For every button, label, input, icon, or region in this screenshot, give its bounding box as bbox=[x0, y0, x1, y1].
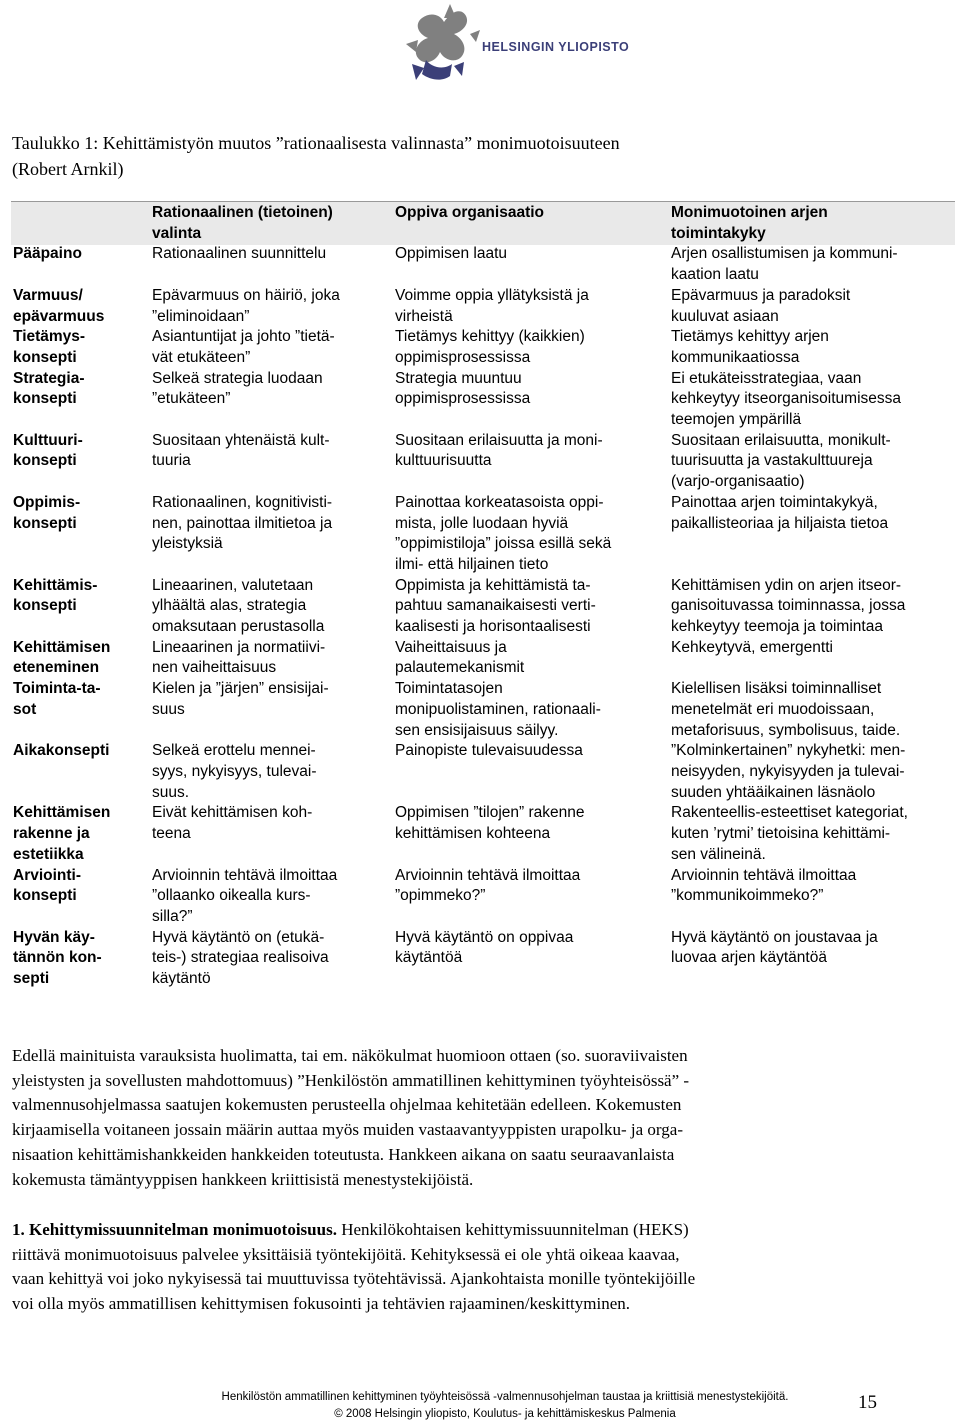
caption-line: (Robert Arnkil) bbox=[12, 159, 124, 179]
cell-line: Hyvä käytäntö on (etukä- bbox=[152, 928, 325, 946]
diverse-capability-cell bbox=[671, 679, 957, 741]
learning-org-cell bbox=[395, 244, 671, 285]
table-caption bbox=[12, 130, 912, 182]
cell-line: nen, painottaa ilmitietoa ja bbox=[152, 514, 333, 532]
cell-line: Ei etukäteisstrategiaa, vaan bbox=[671, 369, 862, 387]
learning-org-cell bbox=[395, 493, 671, 576]
paragraph-line bbox=[12, 1218, 937, 1243]
cell-line: kehkeytyy itseorganisoitumisessa bbox=[671, 390, 902, 408]
cell-line: Arvioinnin tehtävä ilmoittaa bbox=[395, 866, 581, 884]
diverse-capability-cell bbox=[671, 431, 957, 493]
cell-line: ”opimmeko?” bbox=[395, 887, 486, 905]
cell-line: Painopiste tulevaisuudessa bbox=[395, 742, 583, 760]
paragraph-line: vaan kehittyä voi joko nykyisessä tai muuttuvissa työtehtävissä. Ajankohtaista monille työntekijöille bbox=[12, 1269, 696, 1289]
rational-choice-cell bbox=[152, 741, 395, 803]
cell-line: kaation laatu bbox=[671, 266, 759, 284]
cell-line: palautemekanismit bbox=[395, 659, 525, 677]
rational-choice-cell bbox=[152, 928, 395, 990]
learning-org-cell bbox=[395, 327, 671, 368]
cell-line: Asiantuntijat ja johto ”tietä- bbox=[152, 328, 335, 346]
cell-line: Suositaan yhtenäistä kult- bbox=[152, 431, 330, 449]
logo-text: HELSINGIN YLIOPISTO bbox=[482, 40, 630, 54]
table-row bbox=[11, 327, 957, 368]
diverse-capability-cell bbox=[671, 803, 957, 865]
row-label bbox=[11, 741, 152, 803]
cell-line: kehittämisen kohteena bbox=[395, 825, 551, 843]
learning-org-cell bbox=[395, 431, 671, 493]
cell-line: Tietämys- bbox=[13, 328, 86, 346]
cell-line: Eivät kehittämisen koh- bbox=[152, 804, 313, 822]
table-row bbox=[11, 286, 957, 327]
cell-line: Oppiva organisaatio bbox=[395, 204, 545, 221]
cell-line: silla?” bbox=[152, 907, 193, 925]
cell-line: ilmi- että hiljainen tieto bbox=[395, 555, 549, 573]
cell-line: oppimisprosessissa bbox=[395, 390, 531, 408]
cell-line: konsepti bbox=[13, 452, 77, 470]
cell-line: ”etukäteen” bbox=[152, 390, 231, 408]
page-number: 15 bbox=[858, 1392, 877, 1413]
row-label bbox=[11, 369, 152, 431]
cell-line: neisyyden, nykyisyyden ja tulevai- bbox=[671, 762, 905, 780]
cell-line: konsepti bbox=[13, 348, 77, 366]
rational-choice-cell bbox=[152, 431, 395, 493]
cell-line: ”kommunikoimmeko?” bbox=[671, 887, 824, 905]
cell-line: paikallisteoriaa ja hiljaista tietoa bbox=[671, 514, 889, 532]
cell-line: Oppimisen ”tilojen” rakenne bbox=[395, 804, 585, 822]
cell-line: virheistä bbox=[395, 307, 453, 325]
cell-line: Lineaarinen, valutetaan bbox=[152, 576, 314, 594]
learning-org-cell bbox=[395, 286, 671, 327]
cell-line: tuuria bbox=[152, 452, 191, 470]
cell-line: Tietämys kehittyy (kaikkien) bbox=[395, 328, 585, 346]
row-label bbox=[11, 431, 152, 493]
paragraph-line: kirjaamisella voitaneen jossain määrin auttaa myös muiden vastaavantyyppisten urapolku- ja orga- bbox=[12, 1120, 683, 1140]
rational-choice-cell bbox=[152, 866, 395, 928]
paragraph-line: Edellä mainituista varauksista huolimatta, tai em. näkökulmat huomioon ottaen (so. suoraviivaisten bbox=[12, 1046, 688, 1065]
row-label bbox=[11, 286, 152, 327]
rational-choice-cell bbox=[152, 369, 395, 431]
header-learning-organization bbox=[395, 201, 671, 244]
cell-line: luovaa arjen käytäntöä bbox=[671, 949, 827, 967]
cell-line: Lineaarinen ja normatiivi- bbox=[152, 638, 326, 656]
cell-line: Hyvä käytäntö on joustavaa ja bbox=[671, 928, 878, 946]
cell-line: Oppimis- bbox=[13, 493, 81, 511]
cell-line: estetiikka bbox=[13, 845, 84, 863]
header-rational-choice bbox=[152, 201, 395, 244]
cell-line: eteneminen bbox=[13, 659, 100, 677]
cell-line: Rationaalinen, kognitivisti- bbox=[152, 493, 333, 511]
cell-line: Strategia muuntuu bbox=[395, 369, 522, 387]
cell-line: Arvioinnin tehtävä ilmoittaa bbox=[671, 866, 857, 884]
table-row bbox=[11, 866, 957, 928]
cell-line: teemojen ympärillä bbox=[671, 411, 802, 429]
cell-line: ”Kolminkertainen” nykyhetki: men- bbox=[671, 742, 906, 760]
diverse-capability-cell bbox=[671, 369, 957, 431]
cell-line: kehkeytyy teemoja ja toimintaa bbox=[671, 618, 883, 636]
cell-line: suuden yhtääikainen läsnäolo bbox=[671, 783, 876, 801]
rational-choice-cell bbox=[152, 327, 395, 368]
cell-line: konsepti bbox=[13, 390, 77, 408]
table-row bbox=[11, 431, 957, 493]
cell-line: tuurisuutta ja vastakulttuureja bbox=[671, 452, 873, 470]
caption-line: Taulukko 1: Kehittämistyön muutos ”rationaalisesta valinnasta” monimuotoisuuteen bbox=[12, 133, 620, 153]
cell-line: Hyvän käy- bbox=[13, 928, 95, 946]
learning-org-cell bbox=[395, 928, 671, 990]
cell-line: mista, jolle luodaan hyviä bbox=[395, 514, 569, 532]
table-row bbox=[11, 638, 957, 679]
cell-line: yleistyksiä bbox=[152, 535, 223, 553]
cell-line: konsepti bbox=[13, 887, 77, 905]
cell-line: Kielellisen lisäksi toiminnalliset bbox=[671, 680, 882, 698]
cell-line: suus. bbox=[152, 783, 190, 801]
cell-line: suus bbox=[152, 700, 185, 718]
cell-line: Rakenteellis-esteettiset kategoriat, bbox=[671, 804, 908, 822]
row-label bbox=[11, 928, 152, 990]
diverse-capability-cell bbox=[671, 493, 957, 576]
row-label bbox=[11, 493, 152, 576]
cell-line: ”eliminoidaan” bbox=[152, 307, 250, 325]
cell-line: Toimintatasojen bbox=[395, 680, 503, 698]
paragraph-line: valmennusohjelmassa saatujen kokemusten perusteella ohjelmaa kehitetään edelleen. Kokemusten bbox=[12, 1095, 682, 1115]
table-header-row bbox=[11, 201, 957, 244]
diverse-capability-cell bbox=[671, 928, 957, 990]
cell-line: sot bbox=[13, 700, 37, 718]
footer-line: © 2008 Helsingin yliopisto, Koulutus- ja kehittämiskeskus Palmenia bbox=[334, 1408, 676, 1420]
cell-line: sen välineinä. bbox=[671, 845, 766, 863]
cell-line: Rationaalinen suunnittelu bbox=[152, 245, 327, 263]
cell-line: oppimisprosessissa bbox=[395, 348, 531, 366]
university-logo bbox=[404, 4, 644, 88]
cell-line: syys, nykyisyys, tulevai- bbox=[152, 762, 317, 780]
cell-line: Varmuus/ bbox=[13, 286, 83, 304]
header-diverse-capability bbox=[671, 201, 957, 244]
cell-line: Toiminta-ta- bbox=[13, 680, 101, 698]
cell-line: epävarmuus bbox=[13, 307, 105, 325]
cell-line: sen ensisijaisuus säilyy. bbox=[395, 721, 559, 739]
paragraph-line: riittävä monimuotoisuus palvelee yksittäisiä työntekijöitä. Kehityksessä ei ole yhtä oikeaa kaavaa, bbox=[12, 1244, 680, 1264]
cell-line: käytäntöä bbox=[395, 949, 463, 967]
learning-org-cell bbox=[395, 866, 671, 928]
comparison-table bbox=[11, 201, 957, 990]
table-row bbox=[11, 679, 957, 741]
table-row bbox=[11, 369, 957, 431]
cell-line: Oppimista ja kehittämistä ta- bbox=[395, 576, 591, 594]
cell-line: Strategia- bbox=[13, 369, 85, 387]
row-label bbox=[11, 244, 152, 285]
cell-line: Vaiheittaisuus ja bbox=[395, 638, 507, 656]
cell-line: Kehkeytyvä, emergentti bbox=[671, 638, 833, 656]
cell-line: septi bbox=[13, 970, 50, 988]
cell-line: teis-) strategiaa realisoiva bbox=[152, 949, 329, 967]
learning-org-cell bbox=[395, 638, 671, 679]
rational-choice-cell bbox=[152, 493, 395, 576]
diverse-capability-cell bbox=[671, 741, 957, 803]
cell-line: vät etukäteen” bbox=[152, 348, 251, 366]
cell-line: konsepti bbox=[13, 514, 77, 532]
row-label bbox=[11, 638, 152, 679]
rational-choice-cell bbox=[152, 679, 395, 741]
paragraph-1 bbox=[12, 1044, 937, 1192]
rational-choice-cell bbox=[152, 576, 395, 638]
diverse-capability-cell bbox=[671, 866, 957, 928]
cell-line: Epävarmuus on häiriö, joka bbox=[152, 286, 340, 304]
cell-line: metaforisuus, symbolisuus, taide. bbox=[671, 721, 901, 739]
table-row bbox=[11, 803, 957, 865]
cell-line: nen vaiheittaisuus bbox=[152, 659, 277, 677]
cell-line: Kehittämisen bbox=[13, 638, 111, 656]
cell-line: Oppimisen laatu bbox=[395, 245, 508, 263]
cell-line: Selkeä erottelu mennei- bbox=[152, 742, 316, 760]
cell-line: Suositaan erilaisuutta, monikult- bbox=[671, 431, 891, 449]
cell-line: kaalisesti ja horisontaalisesti bbox=[395, 618, 591, 636]
cell-line: ”oppimistiloja” joissa esillä sekä bbox=[395, 535, 612, 553]
paragraph-text: Henkilökohtaisen kehittymissuunnitelman (HEKS) bbox=[336, 1220, 689, 1239]
paragraph-line: nisaation kehittämishankkeiden hankkeiden toteutusta. Hankkeen aikana on saatu seuraavanlaista bbox=[12, 1144, 675, 1164]
paragraph-line: voi olla myös ammatillisen kehittymisen fokusointi ja tehtävien rajaaminen/keskittyminen. bbox=[12, 1294, 631, 1314]
row-label bbox=[11, 679, 152, 741]
table-row bbox=[11, 576, 957, 638]
table-row bbox=[11, 928, 957, 990]
learning-org-cell bbox=[395, 369, 671, 431]
cell-line: Monimuotoinen arjen bbox=[671, 204, 828, 221]
rational-choice-cell bbox=[152, 803, 395, 865]
cell-line: ylhäältä alas, strategia bbox=[152, 597, 307, 615]
cell-line: Voimme oppia yllätyksistä ja bbox=[395, 286, 589, 304]
row-label bbox=[11, 327, 152, 368]
cell-line: Painottaa korkeatasoista oppi- bbox=[395, 493, 604, 511]
section-heading: 1. Kehittymissuunnitelman monimuotoisuus. bbox=[12, 1220, 337, 1239]
diverse-capability-cell bbox=[671, 576, 957, 638]
row-label bbox=[11, 866, 152, 928]
table-row bbox=[11, 741, 957, 803]
table-row bbox=[11, 244, 957, 285]
diverse-capability-cell bbox=[671, 244, 957, 285]
learning-org-cell bbox=[395, 679, 671, 741]
cell-line: ”ollaanko oikealla kurs- bbox=[152, 887, 311, 905]
diverse-capability-cell bbox=[671, 327, 957, 368]
rational-choice-cell bbox=[152, 638, 395, 679]
diverse-capability-cell bbox=[671, 286, 957, 327]
rational-choice-cell bbox=[152, 244, 395, 285]
cell-line: Kehittämisen ydin on arjen itseor- bbox=[671, 576, 902, 594]
cell-line: Kehittämisen bbox=[13, 804, 111, 822]
cell-line: kulttuurisuutta bbox=[395, 452, 492, 470]
cell-line: (varjo-organisaatio) bbox=[671, 473, 805, 491]
row-label bbox=[11, 803, 152, 865]
row-label bbox=[11, 576, 152, 638]
cell-line: kommunikaatiossa bbox=[671, 348, 800, 366]
cell-line: Aikakonsepti bbox=[13, 742, 110, 760]
cell-line: Kehittämis- bbox=[13, 576, 98, 594]
cell-line: teena bbox=[152, 825, 191, 843]
cell-line: tännön kon- bbox=[13, 949, 102, 967]
cell-line: käytäntö bbox=[152, 970, 211, 988]
cell-line: kuten ’rytmi’ tietoisina kehittämi- bbox=[671, 825, 891, 843]
cell-line: Suositaan erilaisuutta ja moni- bbox=[395, 431, 603, 449]
cell-line: monipuolistaminen, rationaali- bbox=[395, 700, 601, 718]
cell-line: Rationaalinen (tietoinen) bbox=[152, 204, 333, 221]
cell-line: Arvioinnin tehtävä ilmoittaa bbox=[152, 866, 338, 884]
cell-line: Selkeä strategia luodaan bbox=[152, 369, 323, 387]
cell-line: Kulttuuri- bbox=[13, 431, 83, 449]
cell-line: konsepti bbox=[13, 597, 77, 615]
learning-org-cell bbox=[395, 576, 671, 638]
cell-line: Pääpaino bbox=[13, 245, 82, 263]
cell-line: Arviointi- bbox=[13, 866, 82, 884]
table-row bbox=[11, 493, 957, 576]
learning-org-cell bbox=[395, 741, 671, 803]
cell-line: toimintakyky bbox=[671, 224, 766, 242]
page-footer bbox=[155, 1389, 855, 1423]
rational-choice-cell bbox=[152, 286, 395, 327]
learning-org-cell bbox=[395, 803, 671, 865]
cell-line: Arjen osallistumisen ja kommuni- bbox=[671, 245, 898, 263]
cell-line: omaksutaan perustasolla bbox=[152, 618, 325, 636]
cell-line: ganisoituvassa toiminnassa, jossa bbox=[671, 597, 906, 615]
cell-line: Kielen ja ”järjen” ensisijai- bbox=[152, 680, 329, 698]
paragraph-line: kokemusta tämäntyyppisen hankkeen kriittisistä menestystekijöistä. bbox=[12, 1169, 474, 1189]
cell-line: Painottaa arjen toimintakykyä, bbox=[671, 493, 878, 511]
cell-line: kuuluvat asiaan bbox=[671, 307, 779, 325]
cell-line: rakenne ja bbox=[13, 825, 90, 843]
cell-line: Tietämys kehittyy arjen bbox=[671, 328, 829, 346]
header-empty-cell bbox=[11, 201, 152, 244]
cell-line: menetelmät eri muodoissaan, bbox=[671, 700, 875, 718]
paragraph-line: yleistysten ja sovellusten mahdottomuus) ”Henkilöstön ammatillinen kehittyminen työyhteisössä” - bbox=[12, 1070, 690, 1090]
cell-line: Epävarmuus ja paradoksit bbox=[671, 286, 851, 304]
cell-line: valinta bbox=[152, 224, 202, 242]
paragraph-2 bbox=[12, 1218, 937, 1317]
cell-line: pahtuu samanaikaisesti verti- bbox=[395, 597, 596, 615]
diverse-capability-cell bbox=[671, 638, 957, 679]
cell-line: Hyvä käytäntö on oppivaa bbox=[395, 928, 574, 946]
footer-line: Henkilöstön ammatillinen kehittyminen työyhteisössä -valmennusohjelman taustaa ja kriittisiä menestystekijöitä. bbox=[221, 1391, 789, 1403]
